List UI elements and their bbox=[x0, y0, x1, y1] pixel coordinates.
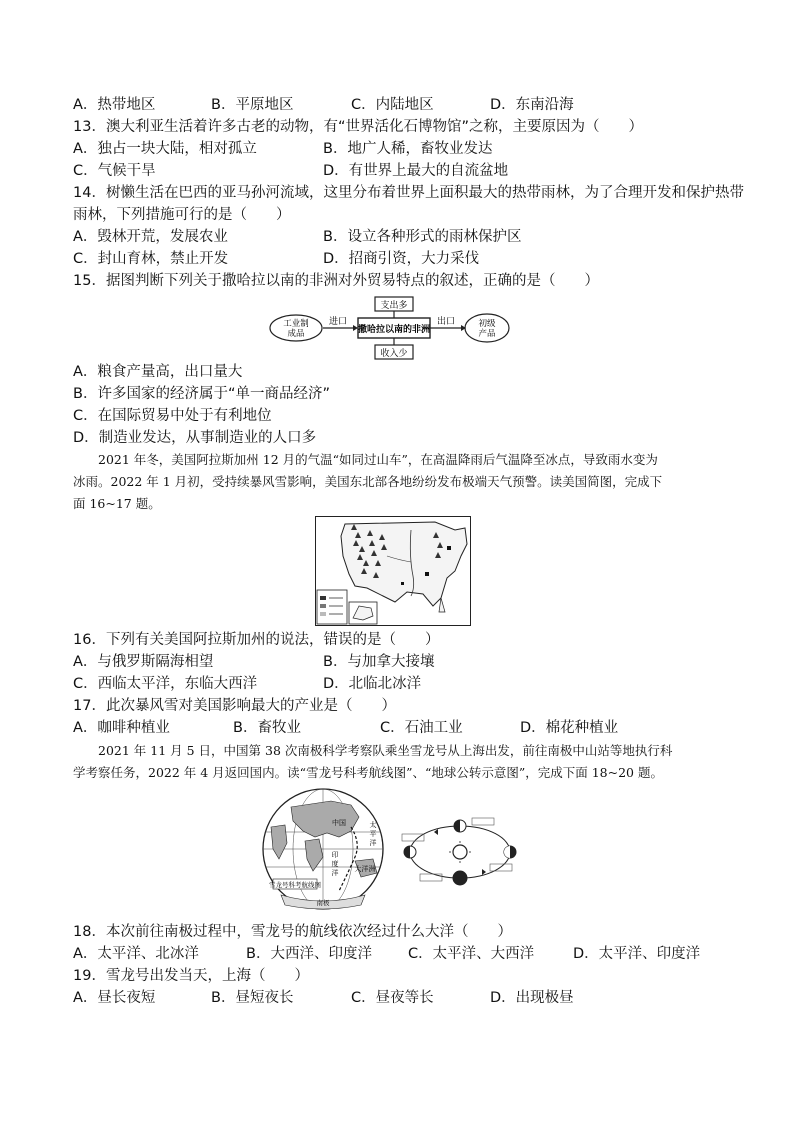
q18-option-d: D．太平洋、印度洋 bbox=[573, 946, 701, 962]
q16-option-b: B．与加拿大接壤 bbox=[323, 654, 435, 670]
q16-option-c: C．西临太平洋，东临大西洋 bbox=[73, 676, 258, 692]
passage1-line3: 面 16~17 题。 bbox=[73, 496, 161, 511]
q15-option-a: A．粮食产量高，出口量大 bbox=[73, 364, 243, 380]
q19-stem: 19．雪龙号出发当天，上海（ ） bbox=[73, 968, 309, 984]
q16-option-a: A．与俄罗斯隔海相望 bbox=[73, 654, 214, 670]
q13-option-c: C．气候干旱 bbox=[73, 163, 156, 179]
q14-option-a: A．毁林开荒，发展农业 bbox=[73, 229, 228, 245]
route-label-tai: 太 bbox=[369, 821, 377, 829]
q13-option-d: D．有世界上最大的自流盆地 bbox=[323, 163, 509, 179]
passage2-line1: 2021 年 11 月 5 日，中国第 38 次南极科学考察队乘坐雪龙号从上海出发，前往南极中山站等地执行科 bbox=[73, 743, 673, 758]
passage2-line2: 学考察任务，2022 年 4 月返回国内。读“雪龙号科考航线图”、“地球公转示意图”，完成下面 18~20 题。 bbox=[73, 765, 663, 780]
route-label-yin: 印 bbox=[331, 851, 339, 859]
q13-option-a: A．独占一块大陆，相对孤立 bbox=[73, 141, 257, 157]
earth-top bbox=[454, 820, 466, 832]
route-map-caption: 雪龙号科考航线图 bbox=[269, 881, 321, 889]
q12-option-d: D．东南沿海 bbox=[490, 97, 574, 113]
q14-option-d: D．招商引资，大力采伐 bbox=[323, 251, 480, 267]
passage1-line2: 冰雨。2022 年 1 月初，受持续暴风雪影响，美国东北部各地纷纷发布极端天气预警。读美国简图，完成下 bbox=[73, 474, 663, 489]
route-label-yang1: 洋 bbox=[369, 839, 377, 847]
primary-products-label-1: 初级 bbox=[478, 319, 496, 329]
q19-option-d: D．出现极昼 bbox=[490, 990, 574, 1006]
q18-option-a: A．太平洋、北冰洋 bbox=[73, 946, 199, 962]
manufactured-goods-label-2: 成品 bbox=[287, 329, 305, 339]
q15-option-b: B．许多国家的经济属于“单一商品经济” bbox=[73, 386, 330, 402]
us-map bbox=[315, 516, 471, 626]
q14-stem-line1: 14．树懒生活在巴西的亚马孙河流域，这里分布着世界上面积最大的热带雨林，为了合理开发和保护热带 bbox=[73, 185, 744, 201]
earth-left bbox=[404, 846, 416, 858]
manufactured-goods-label-1: 工业制 bbox=[283, 319, 309, 329]
export-label: 出口 bbox=[436, 317, 456, 327]
route-label-du: 度 bbox=[331, 860, 339, 868]
q19-option-b: B．昼短夜长 bbox=[211, 990, 294, 1006]
route-map bbox=[251, 787, 396, 917]
q17-option-d: D．棉花种植业 bbox=[520, 720, 619, 736]
q18-stem: 18．本次前往南极过程中，雪龙号的航线依次经过什么大洋（ ） bbox=[73, 924, 512, 940]
primary-products-label-2: 产品 bbox=[478, 329, 496, 339]
route-label-ping: 平 bbox=[369, 830, 377, 838]
q15-option-d: D．制造业发达，从事制造业的人口多 bbox=[73, 430, 317, 446]
q17-stem: 17．此次暴风雪对美国影响最大的产业是（ ） bbox=[73, 698, 396, 714]
q18-option-b: B．大西洋、印度洋 bbox=[246, 946, 372, 962]
q14-stem-line2: 雨林，下列措施可行的是（ ） bbox=[73, 207, 291, 223]
trade-diagram bbox=[268, 295, 513, 361]
africa-label: 撒哈拉以南的非洲 bbox=[357, 325, 431, 335]
q16-stem: 16．下列有关美国阿拉斯加州的说法，错误的是（ ） bbox=[73, 632, 440, 648]
earth-bottom bbox=[453, 871, 467, 885]
q15-stem: 15．据图判断下列关于撒哈拉以南的非洲对外贸易特点的叙述，正确的是（ ） bbox=[73, 273, 599, 289]
q14-option-b: B．设立各种形式的雨林保护区 bbox=[323, 229, 522, 245]
q13-stem: 13．澳大利亚生活着许多古老的动物，有“世界活化石博物馆”之称，主要原因为（ ） bbox=[73, 119, 643, 135]
q19-option-c: C．昼夜等长 bbox=[351, 990, 434, 1006]
income-label: 收入少 bbox=[380, 349, 408, 359]
route-label-antarctica: 南极 bbox=[316, 899, 330, 907]
q12-option-c: C．内陆地区 bbox=[351, 97, 434, 113]
q17-option-b: B．畜牧业 bbox=[233, 720, 301, 736]
route-label-china: 中国 bbox=[332, 819, 346, 827]
passage1-line1: 2021 年冬，美国阿拉斯加州 12 月的气温“如同过山车”，在高温降雨后气温降至冰点，导致雨水变为 bbox=[73, 452, 658, 467]
earth-right bbox=[504, 846, 516, 858]
route-label-yang2: 洋 bbox=[331, 869, 339, 877]
q14-option-c: C．封山育林，禁止开发 bbox=[73, 251, 229, 267]
q17-option-c: C．石油工业 bbox=[380, 720, 463, 736]
q18-option-c: C．太平洋、大西洋 bbox=[408, 946, 535, 962]
import-label: 进口 bbox=[328, 317, 348, 327]
q12-option-b: B．平原地区 bbox=[211, 97, 294, 113]
expenditure-label: 支出多 bbox=[380, 301, 408, 311]
q19-option-a: A．昼长夜短 bbox=[73, 990, 156, 1006]
q13-option-b: B．地广人稀，畜牧业发达 bbox=[323, 141, 493, 157]
q15-option-c: C．在国际贸易中处于有利地位 bbox=[73, 408, 272, 424]
q16-option-d: D．北临北冰洋 bbox=[323, 676, 422, 692]
route-label-oceania: 大洋洲 bbox=[354, 865, 376, 873]
q17-option-a: A．咖啡种植业 bbox=[73, 720, 170, 736]
earth-revolution-diagram bbox=[398, 812, 523, 892]
q12-option-a: A．热带地区 bbox=[73, 97, 156, 113]
sun-icon bbox=[453, 845, 467, 859]
